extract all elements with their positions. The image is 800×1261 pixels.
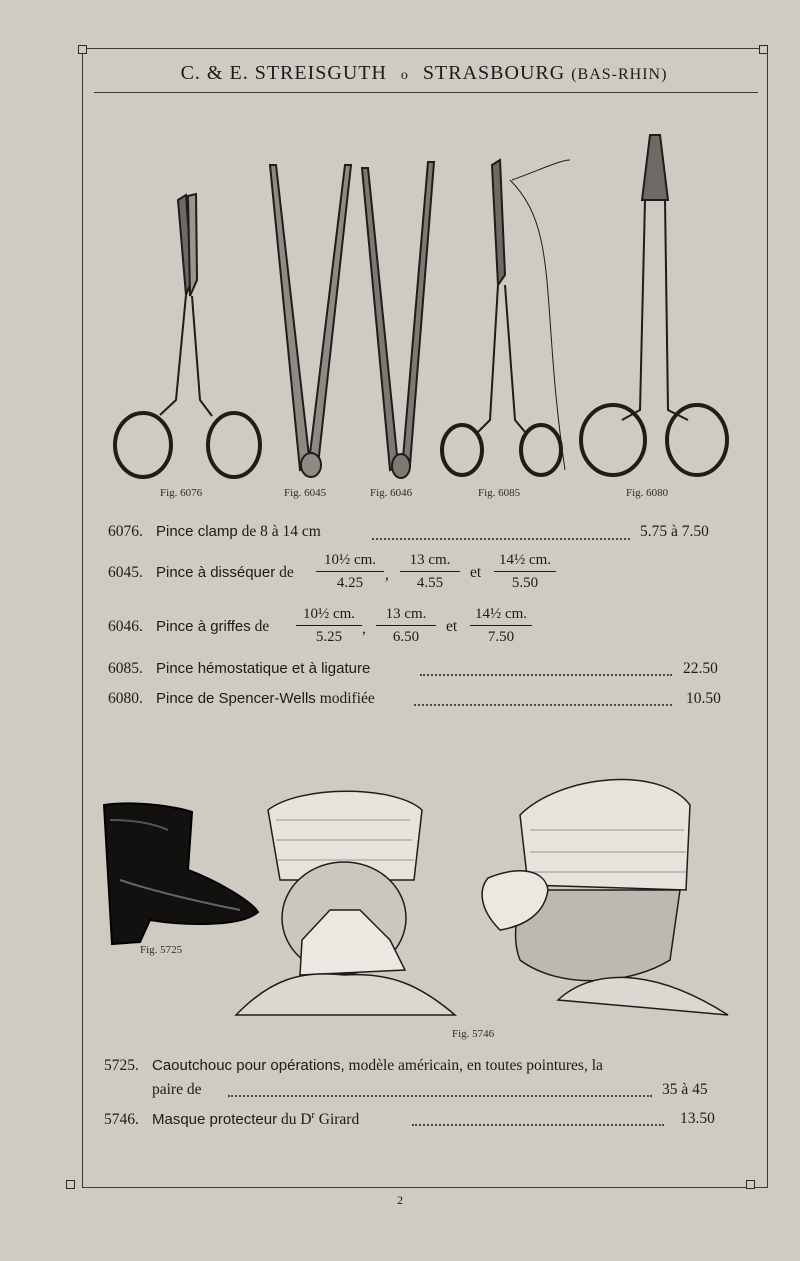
item-price: 35 à 45 (662, 1081, 708, 1098)
masked-surgeon-front-icon (236, 791, 455, 1015)
catalog-entry-5725 (104, 1057, 603, 1075)
item-name: Pince hémostatique et à ligature (156, 660, 371, 677)
item-name: Masque protecteur (152, 1111, 278, 1129)
clamp-forceps-icon (115, 194, 260, 477)
conjunction: et (446, 618, 458, 635)
catalog-entry-6045 (108, 564, 294, 582)
item-price: 13.50 (680, 1110, 715, 1127)
figure-caption: Fig. 6045 (284, 487, 327, 499)
catalog-entry-6076 (108, 523, 321, 541)
size-label: 10½ cm. (296, 606, 362, 626)
price-label: 7.50 (487, 629, 515, 645)
hemostatic-forceps-icon (442, 160, 570, 475)
item-number: 6085. (108, 660, 143, 677)
region-name: (BAS-RHIN) (571, 66, 668, 83)
size-price-fraction (470, 606, 532, 646)
size-price-fraction (296, 606, 362, 646)
spencer-wells-forceps-icon (581, 135, 727, 475)
price-label: 5.25 (315, 629, 343, 645)
item-number: 6045. (108, 564, 143, 581)
item-price: 5.75 à 7.50 (640, 523, 709, 540)
figure-caption: Fig. 6046 (370, 487, 413, 499)
city-name: STRASBOURG (422, 62, 566, 84)
leader-dots (412, 1124, 664, 1126)
item-number: 5725. (104, 1057, 139, 1074)
comma: , (385, 566, 389, 583)
item-description: de 8 à 14 cm (241, 523, 321, 540)
catalog-entry-6046 (108, 618, 269, 636)
item-number: 6080. (108, 690, 143, 707)
item-name: Caoutchouc pour opérations, (152, 1057, 345, 1074)
size-price-fraction (494, 552, 556, 592)
item-name: Pince de Spencer-Wells (156, 690, 316, 707)
corner-ornament (746, 1180, 755, 1189)
item-description: modèle américain, en toutes pointures, la (348, 1057, 603, 1074)
figure-caption: Fig. 5725 (140, 944, 183, 956)
item-price: 22.50 (683, 660, 718, 677)
price-label: 6.50 (392, 629, 420, 645)
size-label: 14½ cm. (470, 606, 532, 626)
bottom-illustration (0, 760, 800, 1060)
item-name: Pince à disséquer (156, 564, 276, 581)
figure-caption: Fig. 6076 (160, 487, 203, 499)
item-number: 6076. (108, 523, 143, 540)
item-price: 10.50 (686, 690, 721, 707)
company-name: C. & E. STREISGUTH (180, 62, 387, 84)
catalog-entry-5746 (104, 1110, 359, 1129)
price-label: 4.55 (416, 575, 444, 591)
conjunction: et (470, 564, 482, 581)
size-label: 10½ cm. (316, 552, 384, 572)
item-name: Pince clamp (156, 523, 238, 540)
size-label: 14½ cm. (494, 552, 556, 572)
item-description: de (279, 564, 294, 581)
item-description: modifiée (319, 690, 375, 707)
size-price-fraction (376, 606, 436, 646)
price-label: 4.25 (336, 575, 364, 591)
toothed-forceps-icon (362, 162, 434, 478)
separator-mark: o (400, 68, 409, 83)
comma: , (362, 620, 366, 637)
instruments-illustration (0, 0, 800, 500)
item-description: du D (280, 1111, 312, 1129)
item-number: 6046. (108, 618, 143, 635)
corner-ornament (66, 1180, 75, 1189)
size-price-fraction (400, 552, 460, 592)
item-description-line2: paire de (152, 1081, 202, 1098)
leader-dots (372, 538, 630, 540)
item-description: de (254, 618, 270, 635)
size-price-fraction (316, 552, 384, 592)
leader-dots (414, 704, 672, 706)
page-number: 2 (397, 1193, 403, 1207)
figure-caption: Fig. 5746 (452, 1028, 495, 1040)
superscript: r (311, 1110, 315, 1121)
catalog-entry-6085 (108, 660, 370, 678)
dissecting-forceps-icon (270, 165, 351, 477)
item-number: 5746. (104, 1111, 139, 1129)
price-label: 5.50 (511, 575, 539, 591)
size-label: 13 cm. (376, 606, 436, 626)
item-name: Pince à griffes (156, 618, 251, 635)
catalog-entry-6080 (108, 690, 375, 708)
figure-caption: Fig. 6080 (626, 487, 669, 499)
rubber-boot-icon (104, 803, 258, 944)
leader-dots (228, 1095, 652, 1097)
figure-caption: Fig. 6085 (478, 487, 521, 499)
size-label: 13 cm. (400, 552, 460, 572)
item-description: Girard (318, 1111, 360, 1129)
leader-dots (420, 674, 672, 676)
masked-surgeon-profile-icon (482, 780, 728, 1015)
